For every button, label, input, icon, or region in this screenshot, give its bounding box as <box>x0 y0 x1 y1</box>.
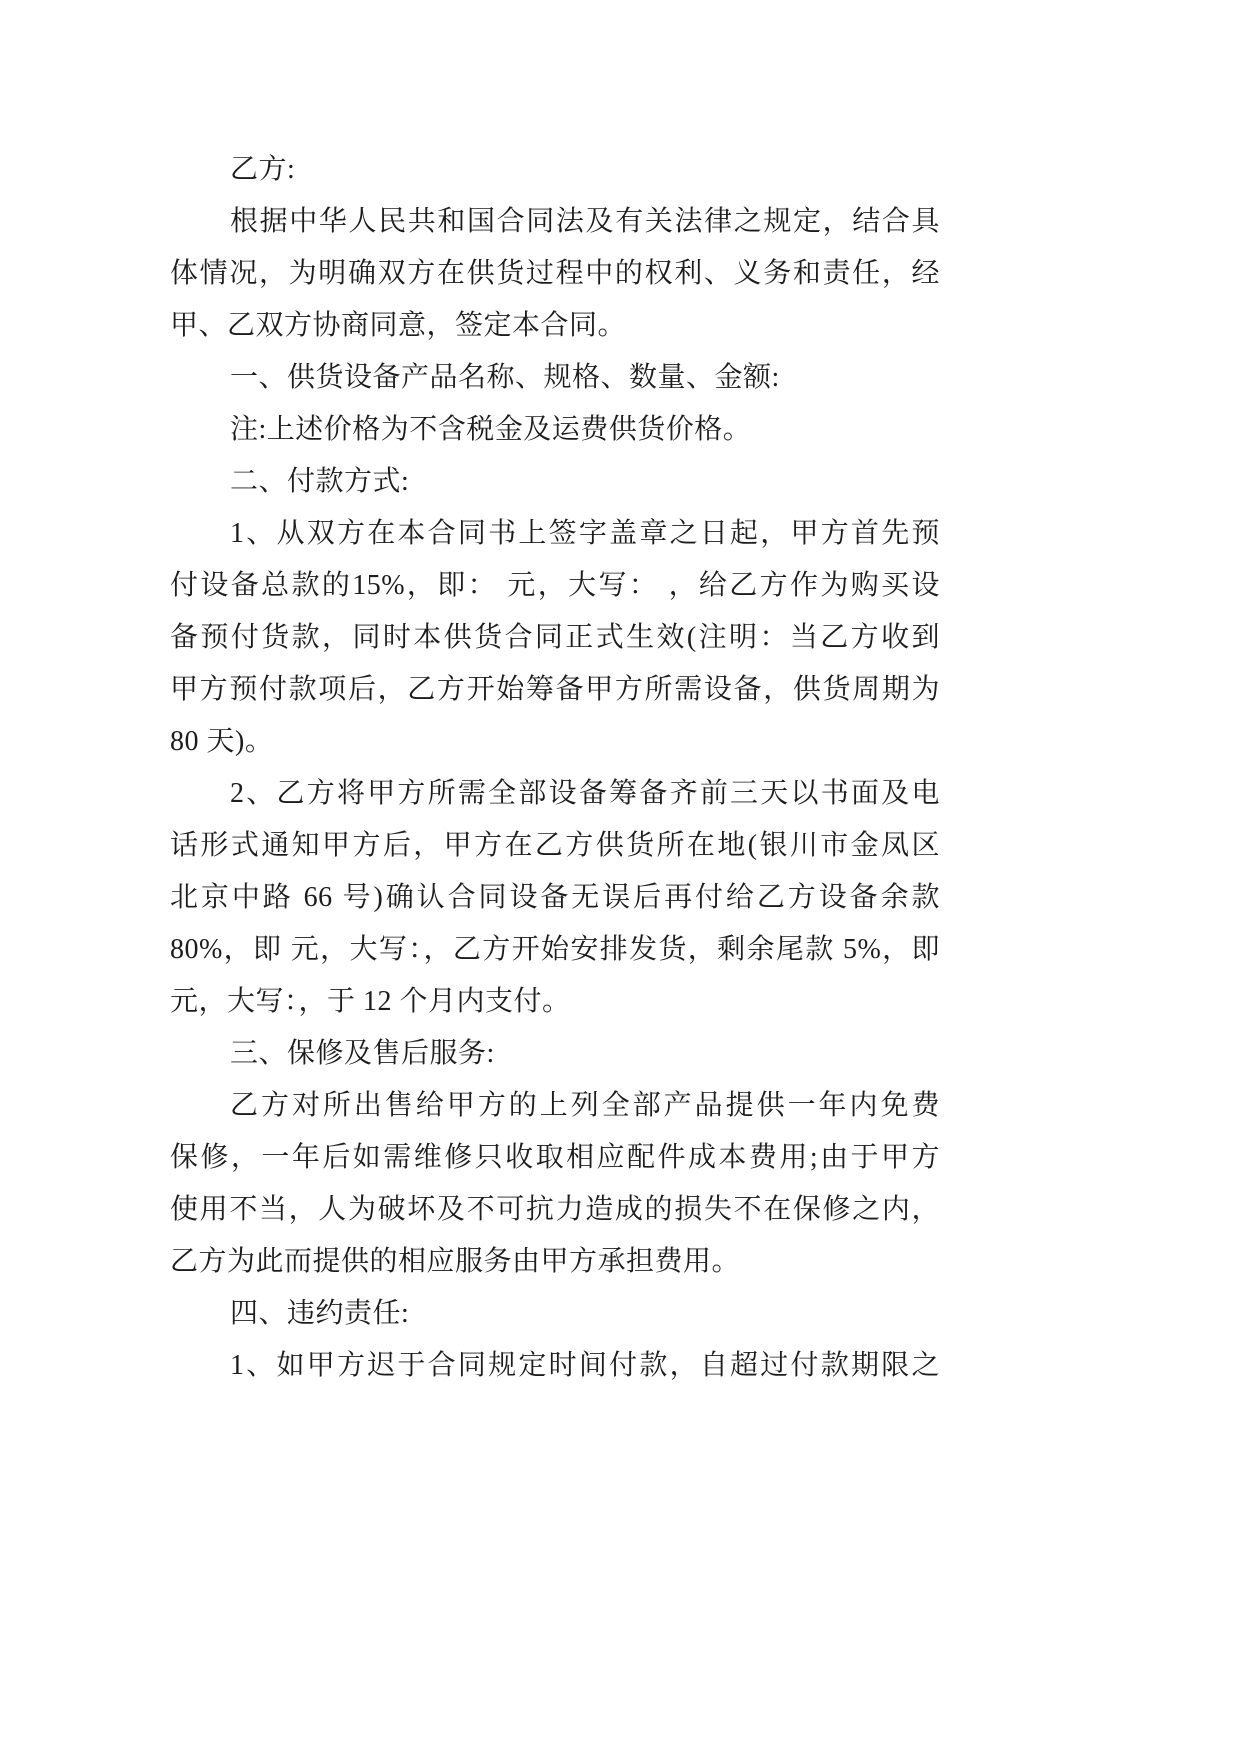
text-line: 一、供货设备产品名称、规格、数量、金额: <box>230 362 780 393</box>
section-2-heading <box>170 456 940 508</box>
section-3-heading <box>170 1028 940 1080</box>
breach-clause-1 <box>170 1340 940 1392</box>
text-line: 乙方为此而提供的相应服务由甲方承担费用。 <box>170 1246 741 1277</box>
text-line: 元，大写：，于 12 个月内支付。 <box>170 986 571 1017</box>
text-line: 1、从双方在本合同书上签字盖章之日起，甲方首先预 <box>230 518 940 549</box>
text-line: 乙方对所出售给甲方的上列全部产品提供一年内免费 <box>230 1090 940 1121</box>
text-line: 2、乙方将甲方所需全部设备筹备齐前三天以书面及电 <box>230 778 940 809</box>
text-line: 甲、乙双方协商同意，签定本合同。 <box>170 310 627 341</box>
text-line: 甲方预付款项后，乙方开始筹备甲方所需设备，供货周期为 <box>170 674 940 705</box>
section-1-heading <box>170 352 940 404</box>
text-line: 北京中路 66 号)确认合同设备无误后再付给乙方设备余款 <box>170 882 940 913</box>
payment-clause-1 <box>170 508 940 768</box>
text-line: 乙方: <box>230 154 296 185</box>
document-body <box>170 144 940 1392</box>
text-line: 80%，即 元，大写：，乙方开始安排发货，剩余尾款 5%，即 <box>170 934 940 965</box>
text-line: 话形式通知甲方后，甲方在乙方供货所在地(银川市金凤区 <box>170 830 940 861</box>
price-note <box>170 404 940 456</box>
text-line: 四、违约责任: <box>230 1298 410 1329</box>
party-b-label <box>170 144 940 196</box>
text-line: 备预付货款，同时本供货合同正式生效(注明：当乙方收到 <box>170 622 940 653</box>
text-line: 根据中华人民共和国合同法及有关法律之规定，结合具 <box>230 206 940 237</box>
contract-preamble <box>170 196 940 352</box>
text-line: 1、如甲方迟于合同规定时间付款，自超过付款期限之 <box>230 1350 940 1381</box>
warranty-clause <box>170 1080 940 1288</box>
text-line: 注:上述价格为不含税金及运费供货价格。 <box>230 414 752 445</box>
payment-clause-2 <box>170 768 940 1028</box>
text-line: 体情况，为明确双方在供货过程中的权利、义务和责任，经 <box>170 258 940 289</box>
text-line: 付设备总款的15%，即： 元，大写： ，给乙方作为购买设 <box>170 570 940 601</box>
text-line: 保修，一年后如需维修只收取相应配件成本费用;由于甲方 <box>170 1142 940 1173</box>
text-line: 使用不当，人为破坏及不可抗力造成的损失不在保修之内， <box>170 1194 940 1225</box>
section-4-heading <box>170 1288 940 1340</box>
text-line: 80 天)。 <box>170 726 274 757</box>
text-line: 三、保修及售后服务: <box>230 1038 495 1069</box>
text-line: 二、付款方式: <box>230 466 410 497</box>
